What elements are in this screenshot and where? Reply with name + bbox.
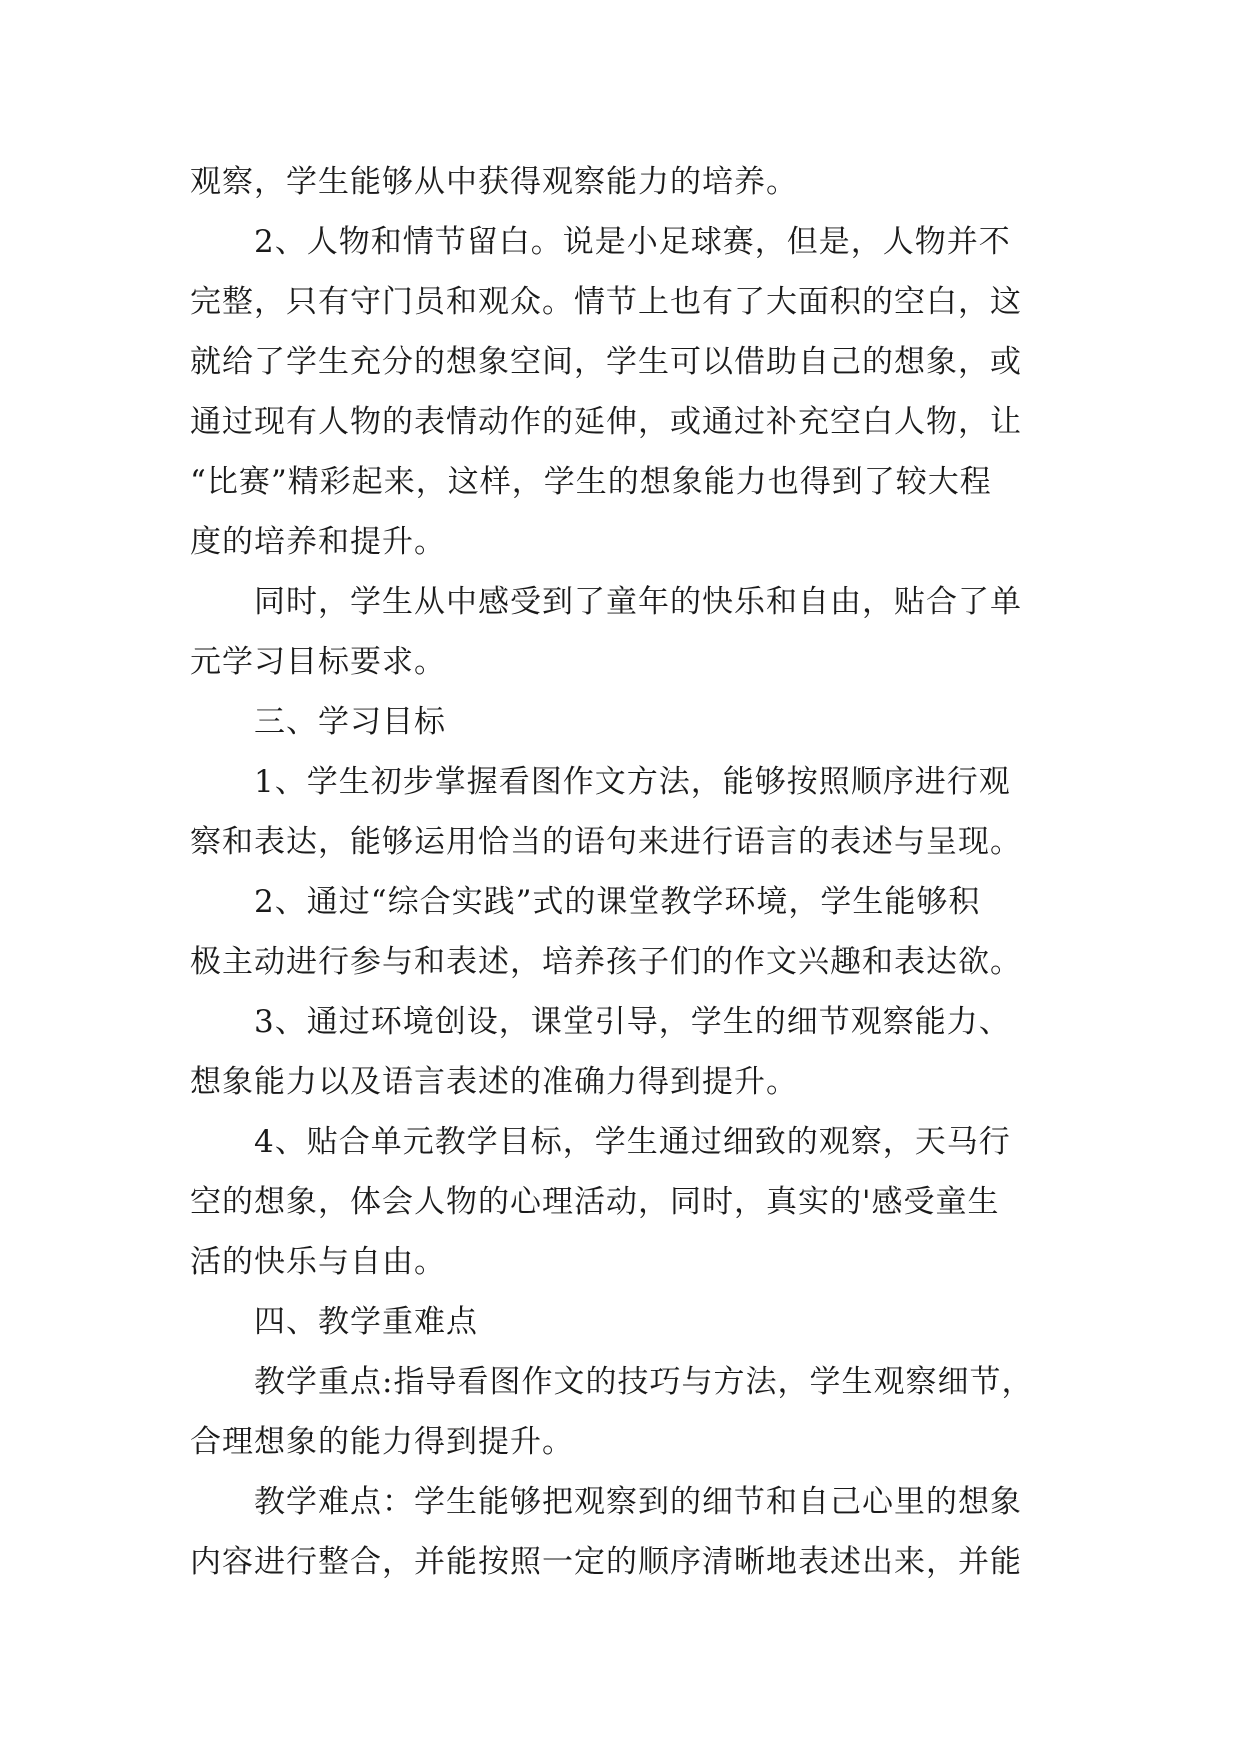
text-line: 察和表达，能够运用恰当的语句来进行语言的表述与呈现。: [190, 824, 1022, 860]
text-line: 内容进行整合，并能按照一定的顺序清晰地表述出来，并能: [190, 1544, 1022, 1580]
text-line: 想象能力以及语言表述的准确力得到提升。: [190, 1064, 798, 1100]
text-line: 4、贴合单元教学目标，学生通过细致的观察，天马行: [254, 1124, 1011, 1160]
text-line: 3、通过环境创设，课堂引导，学生的细节观察能力、: [254, 1004, 1011, 1040]
text-line: 完整，只有守门员和观众。情节上也有了大面积的空白，这: [190, 284, 1022, 320]
text-line: 观察，学生能够从中获得观察能力的培养。: [190, 164, 798, 200]
text-line: 教学重点:指导看图作文的技巧与方法，学生观察细节，: [254, 1364, 1034, 1400]
text-line: 活的快乐与自由。: [190, 1244, 446, 1280]
text-line: 极主动进行参与和表述，培养孩子们的作文兴趣和表达欲。: [190, 944, 1022, 980]
text-line: 2、人物和情节留白。说是小足球赛，但是，人物并不: [254, 224, 1011, 260]
text-line: 度的培养和提升。: [190, 524, 446, 560]
text-line: 1、学生初步掌握看图作文方法，能够按照顺序进行观: [254, 764, 1011, 800]
text-line: 元学习目标要求。: [190, 644, 446, 680]
text-line: 同时，学生从中感受到了童年的快乐和自由，贴合了单: [254, 584, 1022, 620]
section-heading: 三、学习目标: [254, 704, 446, 740]
text-line: 2、通过“综合实践”式的课堂教学环境，学生能够积: [254, 884, 981, 920]
section-heading: 四、教学重难点: [254, 1304, 478, 1340]
text-line: 通过现有人物的表情动作的延伸，或通过补充空白人物，让: [190, 404, 1022, 440]
text-line: 合理想象的能力得到提升。: [190, 1424, 574, 1460]
text-line: 教学难点：学生能够把观察到的细节和自己心里的想象: [254, 1484, 1022, 1520]
text-line: 空的想象，体会人物的心理活动，同时，真实的'感受童生: [190, 1184, 1000, 1220]
text-line: “比赛”精彩起来，这样，学生的想象能力也得到了较大程: [190, 464, 992, 500]
text-line: 就给了学生充分的想象空间，学生可以借助自己的想象，或: [190, 344, 1022, 380]
